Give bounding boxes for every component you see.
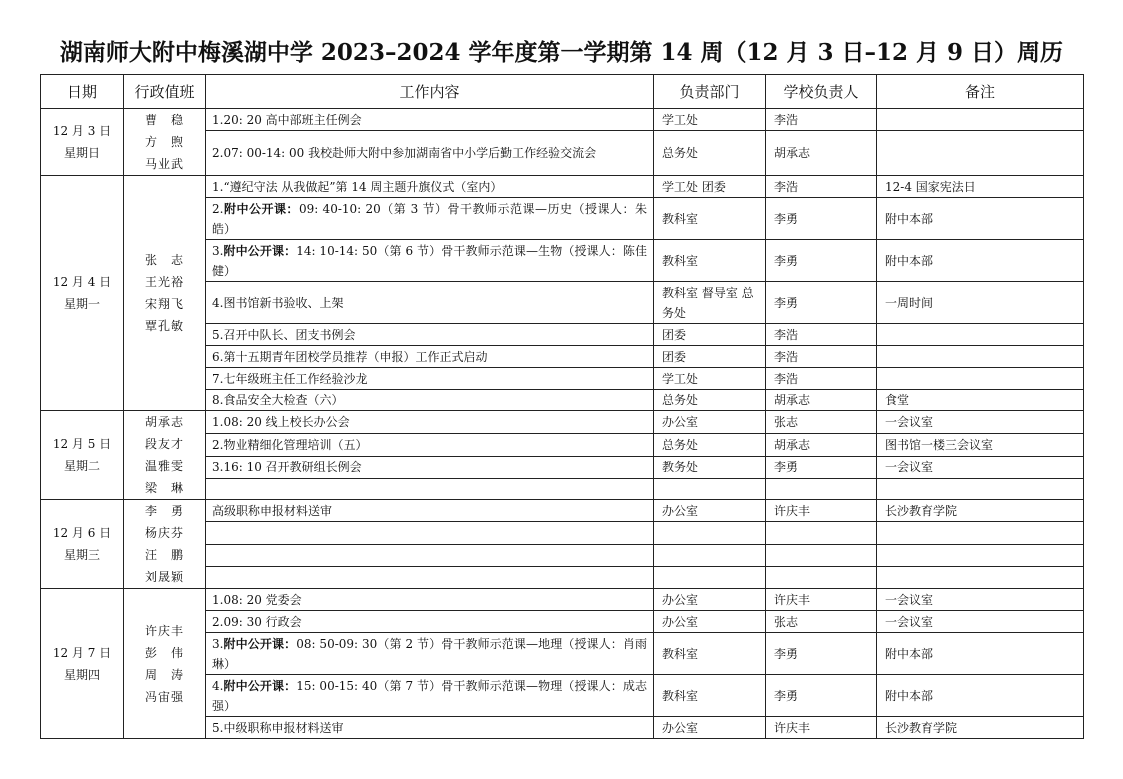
owner-cell: 李浩 [766,176,877,198]
content-prefix: 6.第十五期青年团校学员推荐（申报）工作正式启动 [212,349,488,364]
content-cell [206,433,654,456]
duty-person: 马业武 [144,157,184,171]
duty-person: 王光裕 [144,275,184,289]
column-header-owner: 学校负责人 [766,75,877,109]
weekday-label: 星期三 [63,548,100,562]
content-prefix: 4. [212,678,224,693]
duty-person: 张 志 [144,253,184,267]
content-highlight: 附中公开课： [223,678,297,693]
owner-cell: 李浩 [766,368,877,390]
calendar-body [41,109,1084,739]
owner-cell: 李勇 [766,282,877,324]
dept-cell: 办公室 [654,589,766,611]
content-text: 14: 10-14: 50（第 6 节）骨干教师示范课—生物（授课人：陈佳健） [212,243,647,278]
content-cell [206,566,654,588]
date-cell [41,176,124,411]
dept-cell: 教科室 [654,633,766,675]
content-cell [206,368,654,390]
content-prefix: 3. [212,243,224,258]
duty-person: 许庆丰 [144,623,184,638]
date-label: 12 月 6 日 [52,526,112,540]
owner-cell [766,544,877,566]
duty-person: 杨庆芬 [144,526,184,540]
dept-cell [654,544,766,566]
dept-cell: 教科室 [654,198,766,240]
duty-person: 彭 伟 [144,645,184,660]
note-cell [877,566,1084,588]
content-prefix: 2. [212,201,224,216]
duty-person: 段友才 [144,437,184,451]
duty-person: 梁 琳 [144,481,184,495]
content-prefix: 1.“遵纪守法 从我做起”第 14 周主题升旗仪式（室内） [212,179,503,194]
column-header-content: 工作内容 [206,75,654,109]
dept-cell: 办公室 [654,611,766,633]
content-prefix: 2.07: 00-14: 00 我校赴师大附中参加湖南省中小学后勤工作经验交流会 [212,146,597,161]
dept-cell: 团委 [654,324,766,346]
content-text: 15: 00-15: 40（第 7 节）骨干教师示范课—物理（授课人：成志强） [212,678,647,713]
date-cell [41,109,124,176]
content-cell [206,282,654,324]
owner-cell [766,566,877,588]
table-row [41,500,1084,522]
dept-cell [654,479,766,500]
duty-person: 温雅雯 [144,459,184,473]
page-title: 湖南师大附中梅溪湖中学 2023–2024 学年度第一学期第 14 周（12 月 3 日–12 月 9 日）周历 [59,39,1064,66]
content-prefix: 1.20: 20 高中部班主任例会 [212,112,362,127]
note-cell: 附中本部 [877,198,1084,240]
note-cell: 长沙教育学院 [877,500,1084,522]
owner-cell: 李勇 [766,198,877,240]
duty-person: 覃孔敏 [144,319,184,333]
content-prefix: 7.七年级班主任工作经验沙龙 [212,371,368,386]
content-cell [206,131,654,176]
owner-cell: 许庆丰 [766,589,877,611]
content-cell [206,109,654,131]
duty-cell [124,411,206,500]
note-cell [877,109,1084,131]
owner-cell [766,522,877,544]
duty-person: 方 煦 [144,135,184,149]
note-cell [877,479,1084,500]
duty-person: 刘晟颖 [144,570,184,584]
dept-cell: 总务处 [654,390,766,411]
note-cell: 一会议室 [877,611,1084,633]
content-prefix: 3.16: 10 召开教研组长例会 [212,460,362,475]
dept-cell: 学工处 [654,109,766,131]
dept-cell [654,566,766,588]
note-cell: 附中本部 [877,675,1084,717]
owner-cell: 李浩 [766,324,877,346]
duty-cell [124,109,206,176]
date-cell [41,411,124,500]
note-cell: 图书馆一楼三会议室 [877,433,1084,456]
dept-cell: 教科室 [654,675,766,717]
duty-person: 周 涛 [144,667,184,682]
content-prefix: 5.中级职称申报材料送审 [212,720,344,735]
weekday-label: 星期日 [63,146,100,160]
content-prefix: 3. [212,636,224,651]
content-cell [206,346,654,368]
dept-cell: 学工处 团委 [654,176,766,198]
content-cell [206,675,654,717]
duty-cell [124,589,206,739]
dept-cell: 办公室 [654,717,766,739]
table-row [41,589,1084,611]
note-cell [877,324,1084,346]
table-row [41,411,1084,434]
owner-cell: 许庆丰 [766,717,877,739]
weekday-label: 星期四 [63,667,100,682]
content-text: 08: 50-09: 30（第 2 节）骨干教师示范课—地理（授课人：肖雨琳） [212,636,647,671]
duty-person: 宋翔飞 [144,297,184,311]
dept-cell: 办公室 [654,500,766,522]
duty-person: 汪 鹏 [144,548,184,562]
content-cell [206,240,654,282]
content-prefix: 8.食品安全大检查（六） [212,393,344,407]
content-cell [206,500,654,522]
note-cell [877,368,1084,390]
column-header-duty: 行政值班 [124,75,206,109]
date-label: 12 月 3 日 [52,124,112,138]
content-prefix: 高级职称申报材料送审 [212,503,333,518]
weekly-calendar-table [40,74,1084,739]
content-highlight: 附中公开课： [223,201,299,216]
duty-cell [124,176,206,411]
note-cell [877,131,1084,176]
date-cell [41,500,124,589]
weekday-label: 星期一 [63,297,100,311]
note-cell: 附中本部 [877,633,1084,675]
owner-cell: 许庆丰 [766,500,877,522]
note-cell [877,522,1084,544]
owner-cell [766,479,877,500]
content-prefix: 5.召开中队长、团支书例会 [212,327,356,342]
dept-cell: 总务处 [654,131,766,176]
content-prefix: 4.图书馆新书验收、上架 [212,295,344,310]
dept-cell: 教务处 [654,456,766,479]
owner-cell: 李勇 [766,240,877,282]
date-label: 12 月 5 日 [52,437,112,451]
content-highlight: 附中公开课： [223,243,297,258]
dept-cell: 总务处 [654,433,766,456]
content-prefix: 1.08: 20 党委会 [212,592,302,607]
content-cell [206,198,654,240]
owner-cell: 李勇 [766,633,877,675]
note-cell: 食堂 [877,390,1084,411]
content-cell [206,522,654,544]
content-cell [206,479,654,500]
duty-person: 曹 稳 [144,113,184,127]
owner-cell: 胡承志 [766,390,877,411]
owner-cell: 李浩 [766,109,877,131]
content-cell [206,176,654,198]
content-cell [206,611,654,633]
content-highlight: 附中公开课： [223,636,297,651]
date-cell [41,589,124,739]
content-cell [206,390,654,411]
weekday-label: 星期二 [63,459,100,473]
owner-cell: 李浩 [766,346,877,368]
column-header-date: 日期 [41,75,124,109]
table-row [41,176,1084,198]
column-header-dept: 负责部门 [654,75,766,109]
note-cell: 附中本部 [877,240,1084,282]
duty-person: 冯宙强 [144,689,184,704]
content-cell [206,717,654,739]
note-cell: 长沙教育学院 [877,717,1084,739]
note-cell: 一会议室 [877,411,1084,434]
content-cell [206,633,654,675]
dept-cell: 办公室 [654,411,766,434]
dept-cell: 团委 [654,346,766,368]
owner-cell: 张志 [766,411,877,434]
duty-person: 李 勇 [144,504,184,518]
content-cell [206,411,654,434]
content-cell [206,589,654,611]
header-row [41,75,1084,109]
table-row [41,109,1084,131]
note-cell: 12-4 国家宪法日 [877,176,1084,198]
note-cell [877,346,1084,368]
dept-cell [654,522,766,544]
owner-cell: 张志 [766,611,877,633]
content-prefix: 2.09: 30 行政会 [212,614,302,629]
content-cell [206,456,654,479]
owner-cell: 胡承志 [766,433,877,456]
note-cell: 一会议室 [877,589,1084,611]
content-cell [206,324,654,346]
note-cell [877,544,1084,566]
owner-cell: 胡承志 [766,131,877,176]
date-label: 12 月 4 日 [52,275,112,289]
dept-cell: 教科室 [654,240,766,282]
column-header-note: 备注 [877,75,1084,109]
dept-cell: 学工处 [654,368,766,390]
content-prefix: 2.物业精细化管理培训（五） [212,437,368,452]
date-label: 12 月 7 日 [52,645,112,660]
dept-cell: 教科室 督导室 总务处 [654,282,766,324]
owner-cell: 李勇 [766,456,877,479]
content-cell [206,544,654,566]
duty-person: 胡承志 [144,415,184,429]
content-text: 09: 40-10: 20（第 3 节）骨干教师示范课—历史（授课人：朱皓） [212,201,647,236]
note-cell: 一周时间 [877,282,1084,324]
owner-cell: 李勇 [766,675,877,717]
content-prefix: 1.08: 20 线上校长办公会 [212,414,350,429]
note-cell: 一会议室 [877,456,1084,479]
duty-cell [124,500,206,589]
